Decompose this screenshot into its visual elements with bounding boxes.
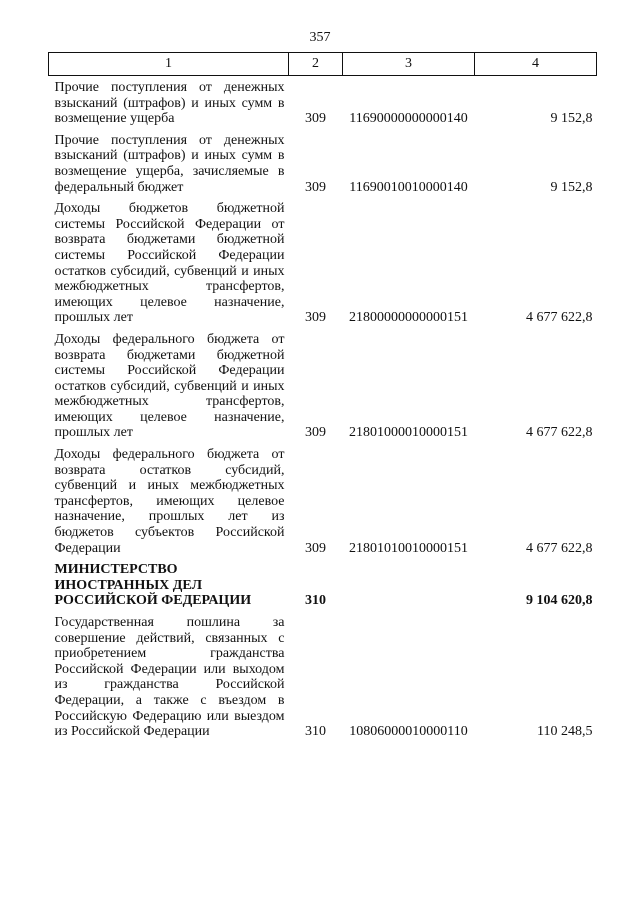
row-name: Государственная пошлина за совершение действий, связанных с приобретением гражданства Российской Федерации или выходом из гражданства Российской Федерации, а также с въездом в Российскую Федерацию или выездом из Российской Федерации <box>54 615 285 740</box>
row-amount: 110 248,5 <box>537 724 593 740</box>
row-amount: 4 677 622,8 <box>526 310 593 326</box>
row-name: Доходы федерального бюджета от возврата остатков субсидий, субвенций и иных межбюджетных трансфертов, имеющих целевое назначение, прошлых лет из бюджетов субъектов Российской Федерации <box>54 447 285 556</box>
row-amount: 4 677 622,8 <box>526 540 593 556</box>
row-budget-classification-code: 21801010010000151 <box>349 540 468 556</box>
header-col-3: 3 <box>343 53 475 76</box>
ministry-budget-classification-code <box>343 556 475 609</box>
row-admin-code: 309 <box>305 179 326 195</box>
row-amount: 9 152,8 <box>550 111 593 127</box>
header-col-4: 4 <box>475 53 597 76</box>
row-name: Доходы федерального бюджета от возврата бюджетами бюджетной системы Российской Федерации остатков субсидий, субвенций и иных межбюджетных трансфертов, имеющих целевое назначение, прошлых лет <box>54 331 285 441</box>
row-name: Прочие поступления от денежных взысканий (штрафов) и иных сумм в возмещение ущерба, зачисляемые в федеральный бюджет <box>54 132 285 195</box>
row-admin-code: 310 <box>305 724 326 740</box>
table-header <box>49 53 597 76</box>
header-row <box>49 53 597 76</box>
row-name: Прочие поступления от денежных взысканий (штрафов) и иных сумм в возмещение ущерба <box>54 80 285 127</box>
table-row <box>49 326 597 441</box>
row-budget-classification-code: 21800000000000151 <box>349 310 468 326</box>
budget-table-container <box>48 52 596 740</box>
header-col-1: 1 <box>49 53 289 76</box>
row-admin-code: 309 <box>305 111 326 127</box>
table-row <box>49 441 597 556</box>
row-budget-classification-code: 11690010010000140 <box>349 179 468 195</box>
row-amount: 4 677 622,8 <box>526 425 593 441</box>
row-budget-classification-code: 21801000010000151 <box>349 425 468 441</box>
table-body <box>49 76 597 740</box>
ministry-admin-code: 310 <box>305 593 326 609</box>
page-number: 357 <box>309 30 331 45</box>
row-name: Доходы бюджетов бюджетной системы Российской Федерации от возврата бюджетами бюджетной системы Российской Федерации остатков субсидий, субвенций и иных межбюджетных трансфертов, имеющих целевое назначение, прошлых лет <box>54 201 285 326</box>
row-budget-classification-code: 10806000010000110 <box>349 724 468 740</box>
table-row <box>49 127 597 195</box>
table-row <box>49 76 597 127</box>
budget-revenue-table <box>48 52 597 740</box>
ministry-name: МИНИСТЕРСТВО ИНОСТРАННЫХ ДЕЛ РОССИЙСКОЙ ФЕДЕРАЦИИ <box>54 562 252 609</box>
table-row-ministry-heading <box>49 556 597 609</box>
row-admin-code: 309 <box>305 310 326 326</box>
row-amount: 9 152,8 <box>550 179 593 195</box>
header-col-2: 2 <box>289 53 343 76</box>
table-row <box>49 195 597 326</box>
table-row <box>49 609 597 740</box>
ministry-total-amount: 9 104 620,8 <box>526 593 593 609</box>
row-budget-classification-code: 11690000000000140 <box>349 111 468 127</box>
row-admin-code: 309 <box>305 425 326 441</box>
row-admin-code: 309 <box>305 540 326 556</box>
